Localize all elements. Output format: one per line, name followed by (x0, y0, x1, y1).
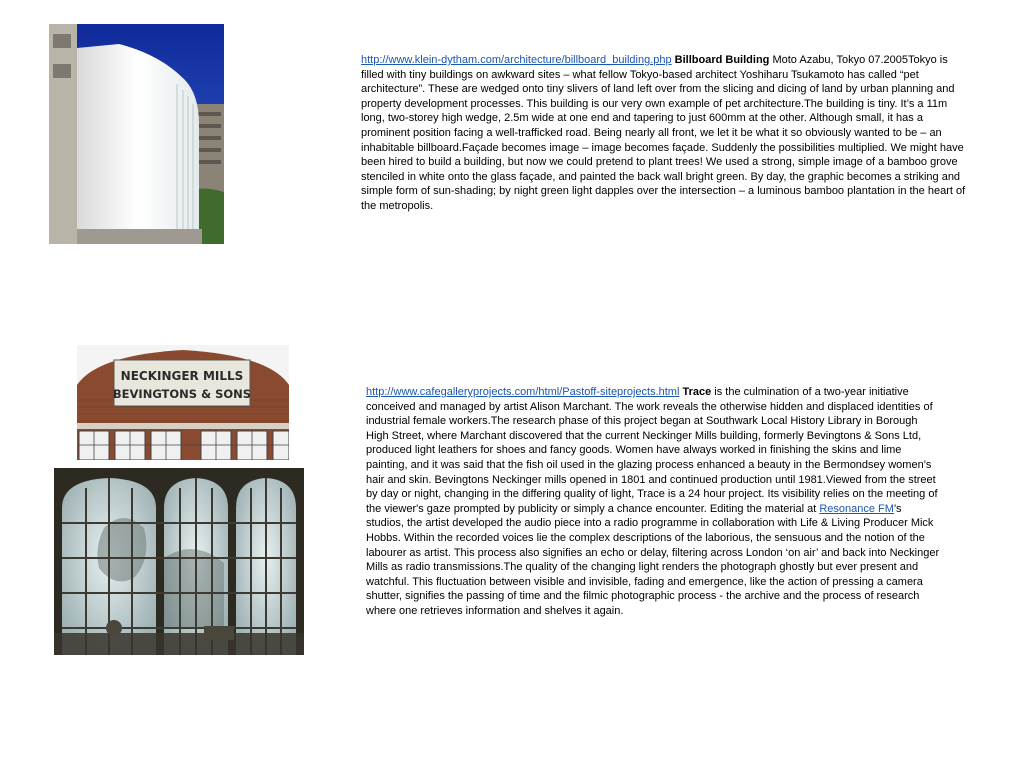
trace-link[interactable]: http://www.cafegalleryprojects.com/html/Pastoff-siteprojects.html (366, 386, 680, 398)
neckinger-mills-facade-photo (77, 345, 289, 460)
billboard-building-photo (49, 24, 224, 244)
billboard-title: Billboard Building (674, 54, 770, 66)
sign-line-2: BEVINGTONS & SONS (112, 387, 252, 401)
trace-windows-photo (54, 468, 304, 655)
resonance-fm-link[interactable]: Resonance FM (819, 502, 894, 515)
billboard-description: Moto Azabu, Tokyo 07.2005Tokyo is filled with tiny buildings on awkward sites – what fellow Tokyo-based architect Yoshiharu Tsukamoto has called “pet architecture”. These are wedged onto tiny slivers of land left over from the slicing and dicing of land by urban planning and property development processes. This building is our very own example of pet architecture.The building is tiny. It’s a 11m long, two-storey high wedge, 2.5m wide at one end and tapering to just 600mm at the other. Although small, it has a prominent position facing a well-trafficked road. Being nearly all front, we let it be what it so obviously wanted to be – an inhabitable billboard.Façade becomes image – image becomes façade. Suddenly the possibilities multiplied. We might have been hired to build a building, but now we could pretend to plant trees! We used a strong, simple image of a bamboo grove stenciled in white onto the glass façade, and painted the back wall bright green. By day, the graphic becomes a striking and simple form of sun-shading; by night green light dapples over the intersection – a luminous bamboo plantation in the heart of the metropolis. (361, 54, 966, 212)
billboard-link[interactable]: http://www.klein-dytham.com/architecture/billboard_building.php (361, 54, 672, 66)
sign-line-1: NECKINGER MILLS (120, 369, 244, 383)
trace-title: Trace (682, 386, 712, 398)
trace-description-part2: 's studios, the artist developed the audio piece into a radio programme in collaboration with Life & Living Producer Mick Hobbs. Within the recorded voices lie the complex descriptions of the laborious, the sensuous and the notion of the labourer as artist. This process also signifies an echo or delay, filtering across London ‘on air’ and back into Neckinger Mills as radio transmissions.The quality of the changing light renders the photograph ghostly but ever present and watchful. This fluctuation between visible and invisible, fading and emergence, like the action of pressing a camera shutter, signifies the passing of time and the filmic photographic process - the archive and the process of research where one retrieves information and shelves it again. (366, 502, 940, 617)
trace-article (366, 385, 941, 619)
billboard-article (361, 53, 971, 214)
trace-description-part1: is the culmination of a two-year initiative conceived and managed by artist Alison Marchant. The work reveals the otherwise hidden and displaced identities of industrial female workers.The research phase of this project began at Southwark Local History Library in Borough High Street, where Marchant discovered that the current Neckinger Mills building, formerly Bevingtons & Sons Ltd, produced light leathers for shoes and fancy goods. Women have always worked in finishing the skins and lime painting, and it was said that the fish oil used in the glazing process enhanced a beauty in the Bermondsey women’s hair and skin. Bevingtons Neckinger mills opened in 1801 and continued production until 1981.Viewed from the street by day or night, changing in the differing quality of light, Trace is a 24 hour project. Its visibility relies on the meeting of the viewer's gaze prompted by publicity or simply a chance encounter. Editing the material at (366, 386, 938, 515)
